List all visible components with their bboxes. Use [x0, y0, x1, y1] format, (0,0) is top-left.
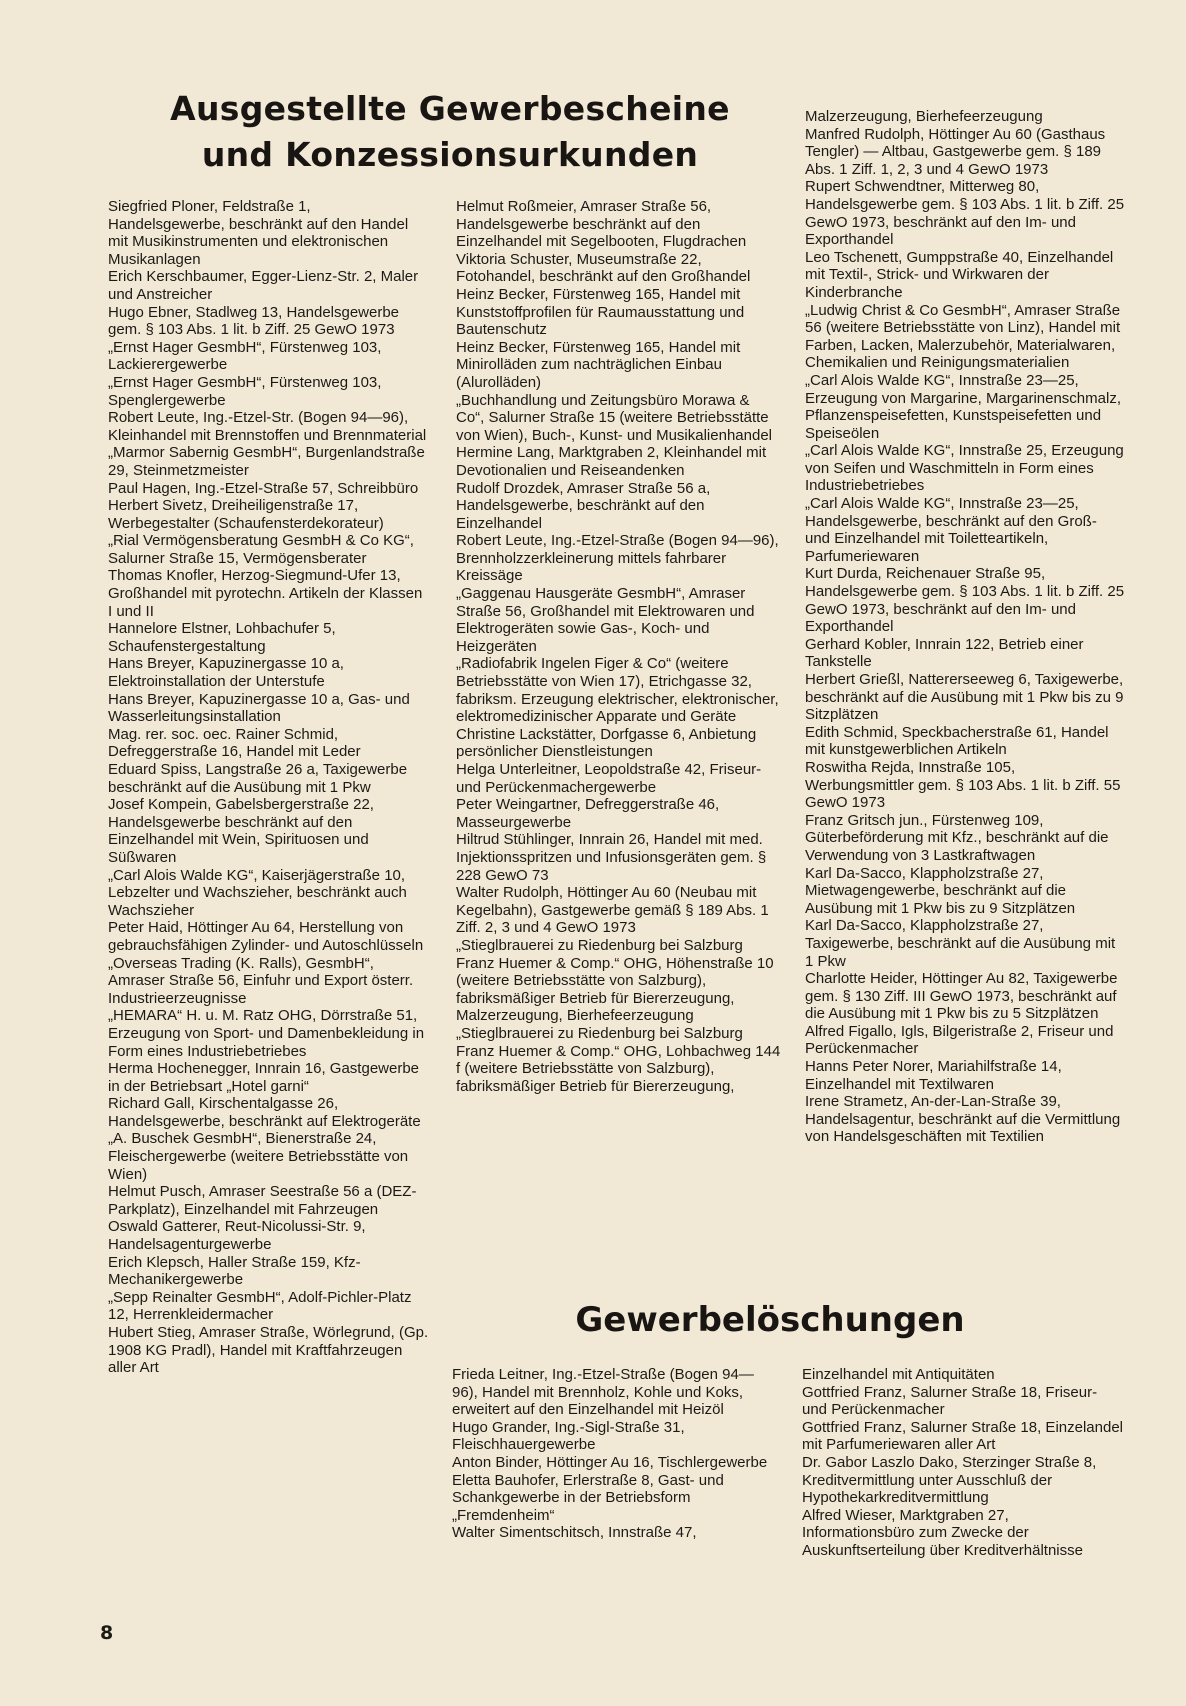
list-item: Rudolf Drozdek, Amraser Straße 56 a, Handelsgewerbe, beschränkt auf den Einzelhandel	[456, 479, 711, 532]
list-item: Irene Strametz, An-der-Lan-Straße 39, Handelsagentur, beschränkt auf die Vermittlung von Handelsgeschäften mit Textilien	[805, 1093, 1121, 1146]
list-item: „Overseas Trading (K. Ralls), GesmbH“, Amraser Straße 56, Einfuhr und Export österr. Industrieerzeugnisse	[108, 954, 414, 1007]
list-item: Gerhard Kobler, Innrain 122, Betrieb einer Tankstelle	[805, 635, 1084, 671]
list-item: Siegfried Ploner, Feldstraße 1, Handelsgewerbe, beschränkt auf den Handel mit Musikinstrumenten und elektronischen Musikanlagen	[108, 198, 409, 268]
list-item: Walter Rudolph, Höttinger Au 60 (Neubau mit Kegelbahn), Gastgewerbe gemäß § 189 Abs. 1 Ziff. 2, 3 und 4 GewO 1973	[456, 884, 769, 937]
list-item: Einzelhandel mit Antiquitäten	[802, 1366, 995, 1383]
list-item: Helmut Pusch, Amraser Seestraße 56 a (DEZ-Parkplatz), Einzelhandel mit Fahrzeugen	[108, 1183, 417, 1218]
list-item: Robert Leute, Ing.-Etzel-Straße (Bogen 94—96), Brennholzzerkleinerung mittels fahrbarer Kreissäge	[456, 532, 779, 585]
list-item: „HEMARA“ H. u. M. Ratz OHG, Dörrstraße 51, Erzeugung von Sport- und Damenbekleidung in Form eines Industriebetriebes	[108, 1007, 425, 1060]
list-item: Hubert Stieg, Amraser Straße, Wörlegrund, (Gp. 1908 KG Pradl), Handel mit Kraftfahrzeugen aller Art	[108, 1324, 429, 1377]
list-item: „Buchhandlung und Zeitungsbüro Morawa & Co“, Salurner Straße 15 (weitere Betriebsstätte von Wien), Buch-, Kunst- und Musikalienhandel	[456, 391, 772, 444]
list-item: „Radiofabrik Ingelen Figer & Co“ (weitere Betriebsstätte von Wien 17), Etrichgasse 32, fabriksm. Erzeugung elektrischer, elektronischer, elektromedizinischer Apparate und Geräte	[456, 655, 779, 726]
list-item: Heinz Becker, Fürstenweg 165, Handel mit Kunststoffprofilen für Raumausstattung und Bautenschutz	[456, 285, 745, 339]
list-item: Hannelore Elstner, Lohbachufer 5, Schaufenstergestaltung	[108, 620, 336, 655]
list-item: „Carl Alois Walde KG“, Kaiserjägerstraße 10, Lebzelter und Wachszieher, beschränkt auch Wachszieher	[108, 866, 407, 919]
list-item: Kurt Durda, Reichenauer Straße 95, Handelsgewerbe gem. § 103 Abs. 1 lit. b Ziff. 25 GewO 1973, beschränkt auf den Im- und Exporthandel	[805, 565, 1125, 636]
list-item: Peter Weingartner, Defreggerstraße 46, Masseurgewerbe	[456, 796, 720, 831]
list-item: Thomas Knofler, Herzog-Siegmund-Ufer 13, Großhandel mit pyrotechn. Artikeln der Klassen I und II	[108, 567, 423, 620]
list-item: Eduard Spiss, Langstraße 26 a, Taxigewerbe beschränkt auf die Ausübung mit 1 Pkw	[108, 761, 408, 796]
list-item: „Marmor Sabernig GesmbH“, Burgenlandstraße 29, Steinmetzmeister	[108, 444, 425, 479]
list-item: „Carl Alois Walde KG“, Innstraße 23—25, Erzeugung von Margarine, Margarinenschmalz, Pflanzenspeisefetten, Kunstspeisefetten und Speiseölen	[805, 371, 1121, 442]
list-item: Eletta Bauhofer, Erlerstraße 8, Gast- und Schankgewerbe in der Betriebsform „Fremdenheim“	[452, 1471, 724, 1524]
column-left	[108, 198, 430, 1377]
list-item: Karl Da-Sacco, Klappholzstraße 27, Mietwagengewerbe, beschränkt auf die Ausübung mit 1 Pkw bis zu 9 Sitzplätzen	[805, 864, 1076, 917]
list-item: Erich Kerschbaumer, Egger-Lienz-Str. 2, Maler und Anstreicher	[108, 268, 419, 303]
list-item: „Carl Alois Walde KG“, Innstraße 23—25, Handelsgewerbe, beschränkt auf den Groß- und Einzelhandel mit Toiletteartikeln, Parfumeriewaren	[805, 495, 1097, 565]
list-item: Roswitha Rejda, Innstraße 105, Werbungsmittler gem. § 103 Abs. 1 lit. b Ziff. 55 GewO 1973	[805, 758, 1121, 812]
page-title: Ausgestellte Gewerbescheine und Konzessionsurkunden	[170, 89, 730, 174]
list-item: Walter Simentschitsch, Innstraße 47,	[452, 1524, 697, 1542]
list-item: Charlotte Heider, Höttinger Au 82, Taxigewerbe gem. § 130 Ziff. III GewO 1973, beschränkt auf die Ausübung mit 1 Pkw bis zu 5 Sitzplätzen	[805, 970, 1118, 1023]
page-number: 8	[100, 1622, 114, 1644]
list-item: Josef Kompein, Gabelsbergerstraße 22, Handelsgewerbe beschränkt auf den Einzelhandel mit Wein, Spirituosen und Süßwaren	[108, 796, 374, 866]
list-item: Hans Breyer, Kapuzinergasse 10 a, Gas- und Wasserleitungsinstallation	[108, 690, 410, 726]
list-item: Herbert Grießl, Nattererseeweg 6, Taxigewerbe, beschränkt auf die Ausübung mit 1 Pkw bis zu 9 Sitzplätzen	[805, 671, 1124, 724]
list-item: Hanns Peter Norer, Mariahilfstraße 14, Einzelhandel mit Textilwaren	[805, 1058, 1062, 1093]
list-item: Rupert Schwendtner, Mitterweg 80, Handelsgewerbe gem. § 103 Abs. 1 lit. b Ziff. 25 GewO 1973, beschränkt auf den Im- und Exporthandel	[805, 178, 1125, 249]
list-item: Hermine Lang, Marktgraben 2, Kleinhandel mit Devotionalien und Reiseandenken	[456, 444, 767, 479]
list-item: Erich Klepsch, Haller Straße 159, Kfz-Mechanikergewerbe	[108, 1253, 361, 1289]
list-item: Hugo Grander, Ing.-Sigl-Straße 31, Fleischhauergewerbe	[452, 1418, 685, 1454]
list-item: Helga Unterleitner, Leopoldstraße 42, Friseur- und Perückenmachergewerbe	[456, 761, 762, 796]
list-item: Leo Tschenett, Gumppstraße 40, Einzelhandel mit Textil-, Strick- und Wirkwaren der Kinderbranche	[805, 248, 1114, 301]
list-item: Robert Leute, Ing.-Etzel-Str. (Bogen 94—96), Kleinhandel mit Brennstoffen und Brennmaterial	[108, 409, 427, 444]
column-middle	[456, 198, 781, 1095]
list-item: Anton Binder, Höttinger Au 16, Tischlergewerbe	[452, 1453, 768, 1471]
list-item: „Sepp Reinalter GesmbH“, Adolf-Pichler-Platz 12, Herrenkleidermacher	[108, 1288, 412, 1324]
column-deletions-right	[802, 1366, 1124, 1560]
list-item: Hugo Ebner, Stadlweg 13, Handelsgewerbe gem. § 103 Abs. 1 lit. b Ziff. 25 GewO 1973	[108, 303, 400, 339]
list-item: „Ernst Hager GesmbH“, Fürstenweg 103, Spenglergewerbe	[108, 373, 382, 409]
list-item: Dr. Gabor Laszlo Dako, Sterzinger Straße 8, Kreditvermittlung unter Ausschluß der Hypothekarkreditvermittlung	[802, 1453, 1097, 1507]
list-item: „Ernst Hager GesmbH“, Fürstenweg 103, Lackierergewerbe	[108, 338, 382, 374]
list-item: „Ludwig Christ & Co GesmbH“, Amraser Straße 56 (weitere Betriebsstätte von Linz), Handel mit Farben, Lacken, Malerzubehör, Materialwaren, Chemikalien und Reinigungsmaterialien	[805, 301, 1121, 372]
list-item: Gottfried Franz, Salurner Straße 18, Friseur- und Perückenmacher	[802, 1383, 1098, 1419]
list-item: Oswald Gatterer, Reut-Nicolussi-Str. 9, Handelsagenturgewerbe	[108, 1218, 366, 1254]
list-item: „Stieglbrauerei zu Riedenburg bei Salzburg Franz Huemer & Comp.“ OHG, Lohbachweg 144 f (weitere Betriebsstätte von Salzburg), fabriksmäßiger Betrieb für Biererzeugung,	[456, 1024, 781, 1095]
section-title: Gewerbelöschungen	[575, 1300, 965, 1340]
list-item: Edith Schmid, Speckbacherstraße 61, Handel mit kunstgewerblichen Artikeln	[805, 723, 1109, 759]
list-item: „Gaggenau Hausgeräte GesmbH“, Amraser Straße 56, Großhandel mit Elektrowaren und Elektrogeräten sowie Gas-, Koch- und Heizgeräten	[456, 585, 755, 655]
list-item: Helmut Roßmeier, Amraser Straße 56, Handelsgewerbe beschränkt auf den Einzelhandel mit Segelbooten, Flugdrachen	[456, 198, 747, 251]
list-item: Manfred Rudolph, Höttinger Au 60 (Gasthaus Tengler) — Altbau, Gastgewerbe gem. § 189 Abs. 1 Ziff. 1, 2, 3 und 4 GewO 1973	[805, 125, 1106, 178]
column-right	[805, 108, 1125, 1146]
list-item: Hans Breyer, Kapuzinergasse 10 a, Elektroinstallation der Unterstufe	[108, 655, 344, 691]
list-item: Richard Gall, Kirschentalgasse 26, Handelsgewerbe, beschränkt auf Elektrogeräte	[108, 1095, 421, 1130]
list-item: Peter Haid, Höttinger Au 64, Herstellung von gebrauchsfähigen Zylinder- und Autoschlüsseln	[108, 919, 424, 954]
list-item: „Rial Vermögensberatung GesmbH & Co KG“, Salurner Straße 15, Vermögensberater	[108, 532, 414, 567]
list-item: Alfred Figallo, Igls, Bilgeristraße 2, Friseur und Perückenmacher	[805, 1022, 1114, 1058]
list-item: Gottfried Franz, Salurner Straße 18, Einzelandel mit Parfumeriewaren aller Art	[802, 1418, 1123, 1454]
list-item: Viktoria Schuster, Museumstraße 22, Fotohandel, beschränkt auf den Großhandel	[456, 250, 751, 286]
list-item: Paul Hagen, Ing.-Etzel-Straße 57, Schreibbüro	[108, 479, 419, 497]
list-item: Mag. rer. soc. oec. Rainer Schmid, Defreggerstraße 16, Handel mit Leder	[108, 725, 361, 761]
list-item: Christine Lackstätter, Dorfgasse 6, Anbietung persönlicher Dienstleistungen	[456, 725, 757, 761]
list-item: „Stieglbrauerei zu Riedenburg bei Salzburg Franz Huemer & Comp.“ OHG, Höhenstraße 10 (weitere Betriebsstätte von Salzburg), fabriksmäßiger Betrieb für Biererzeugung, Malzerzeugung, Bierhefeerzeugung	[456, 936, 774, 1025]
column-deletions-left	[452, 1366, 777, 1542]
list-item: „A. Buschek GesmbH“, Bienerstraße 24, Fleischergewerbe (weitere Betriebsstätte von Wien)	[108, 1130, 409, 1183]
list-item: Hiltrud Stühlinger, Innrain 26, Handel mit med. Injektionsspritzen und Infusionsgeräten gem. § 228 GewO 73	[456, 831, 767, 884]
list-item: Alfred Wieser, Marktgraben 27, Informationsbüro zum Zwecke der Auskunftserteilung über Kreditverhältnisse	[802, 1506, 1083, 1559]
list-item: Karl Da-Sacco, Klappholzstraße 27, Taxigewerbe, beschränkt auf die Ausübung mit 1 Pkw	[805, 917, 1116, 970]
list-item: „Carl Alois Walde KG“, Innstraße 25, Erzeugung von Seifen und Waschmitteln in Form eines Industriebetriebes	[805, 442, 1124, 495]
list-item: Heinz Becker, Fürstenweg 165, Handel mit Minirolläden zum nachträglichen Einbau (Alurolläden)	[456, 338, 741, 391]
list-item: Herma Hochenegger, Innrain 16, Gastgewerbe in der Betriebsart „Hotel garni“	[108, 1060, 420, 1095]
list-item: Herbert Sivetz, Dreiheiligenstraße 17, Werbegestalter (Schaufensterdekorateur)	[108, 497, 384, 532]
list-item: Malzerzeugung, Bierhefeerzeugung	[805, 108, 1043, 125]
list-item: Franz Gritsch jun., Fürstenweg 109, Güterbeförderung mit Kfz., beschränkt auf die Verwendung von 3 Lastkraftwagen	[805, 811, 1109, 864]
list-item: Frieda Leitner, Ing.-Etzel-Straße (Bogen 94—96), Handel mit Brennholz, Kohle und Koks, erweitert auf den Einzelhandel mit Heizöl	[452, 1366, 754, 1419]
